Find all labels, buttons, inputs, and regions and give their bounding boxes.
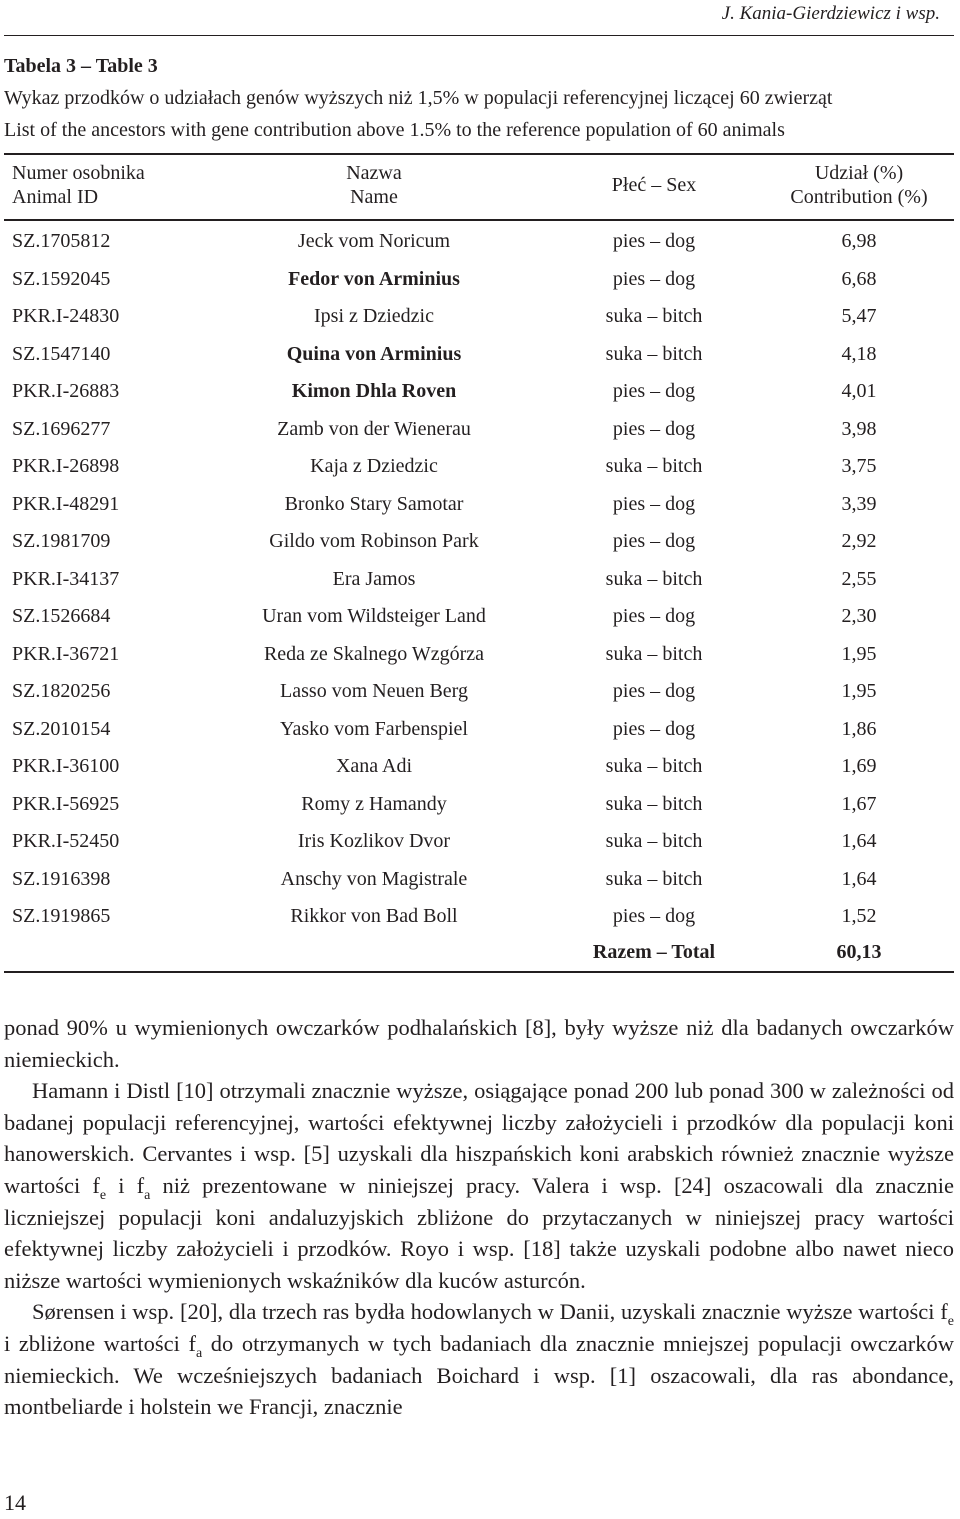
cell-sex: suka – bitch [605, 642, 703, 665]
cell-sex: suka – bitch [605, 867, 703, 890]
table-row [4, 867, 954, 905]
cell-contribution: 2,92 [841, 530, 877, 552]
cell-sex: suka – bitch [605, 792, 703, 815]
cell-name: Fedor von Arminius [288, 267, 460, 290]
cell-contribution: 2,55 [841, 567, 877, 590]
cell-sex: pies – dog [612, 605, 696, 627]
table-row [4, 267, 954, 305]
paragraph-2-part-a: Hamann i Distl [10] otrzymali znacznie wyższe, osiągające ponad 200 lub ponad 300 w zależności od badanej populacji referencyjnej, wartości efektywnej liczby założycieli i przodków dla populacji koni hanowerskich. Cervantes i wsp. [5] uzyskali dla hiszpańskich koni arabskich również znacznie wyższe wartości f [4, 1078, 954, 1198]
cell-sex: suka – bitch [605, 342, 703, 365]
cell-contribution: 1,64 [841, 830, 877, 852]
cell-animal-id: SZ.1696277 [12, 417, 111, 440]
total-label: Razem – Total [592, 941, 716, 963]
cell-name: Reda ze Skalnego Wzgórza [263, 642, 485, 665]
cell-sex: pies – dog [612, 717, 696, 740]
cell-animal-id: SZ.1820256 [12, 680, 111, 702]
cell-sex: suka – bitch [605, 305, 703, 327]
running-header-author: J. Kania-Gierdziewicz i wsp. [721, 3, 940, 24]
table-header-rule [4, 219, 954, 221]
header-name-pl: Nazwa [346, 162, 402, 184]
cell-animal-id: SZ.2010154 [12, 717, 111, 740]
table-row [4, 492, 954, 530]
table-body [4, 229, 954, 942]
paragraph-2-part-c: niż prezentowane w niniejszej pracy. Valera i wsp. [24] oszacowali dla znacznie liczniejszej populacji koni andaluzyjskich zbliżone do przytaczanych w niniejszej pracy wartości efektywnej liczby założycieli i przodków. Royo i wsp. [18] także uzyskali podobne albo nawet nieco niższe wartości wymienionych wskaźników dla kuców asturcón. [4, 1172, 955, 1293]
cell-name: Kimon Dhla Roven [291, 380, 457, 402]
header-sex [564, 173, 744, 197]
cell-name: Lasso vom Neuen Berg [280, 680, 468, 702]
cell-contribution: 1,64 [841, 867, 877, 890]
cell-animal-id: SZ.1916398 [12, 867, 111, 890]
subscript-e: e [947, 1314, 954, 1330]
cell-sex: pies – dog [612, 417, 696, 440]
cell-animal-id: PKR.I-34137 [12, 567, 120, 590]
cell-sex: pies – dog [612, 267, 696, 290]
cell-sex: suka – bitch [605, 567, 703, 590]
cell-animal-id: PKR.I-24830 [12, 305, 120, 327]
table-top-rule [4, 153, 954, 155]
cell-name: Rikkor von Bad Boll [290, 905, 458, 927]
table-bottom-rule [4, 971, 954, 973]
table-row [4, 304, 954, 342]
cell-contribution: 6,68 [841, 267, 877, 290]
paragraph-3 [4, 1296, 954, 1422]
table-row [4, 454, 954, 492]
table-row [4, 679, 954, 717]
cell-contribution: 4,01 [841, 380, 877, 402]
cell-name: Kaja z Dziedzic [310, 455, 438, 477]
total-value: 60,13 [836, 941, 882, 963]
cell-animal-id: SZ.1547140 [12, 342, 111, 365]
cell-sex: suka – bitch [605, 455, 703, 477]
paragraph-3-part-a: Sørensen i wsp. [20], dla trzech ras bydła hodowlanych w Danii, uzyskali znacznie wyższe wartości f [32, 1299, 948, 1325]
cell-contribution: 1,95 [841, 680, 877, 702]
paragraph-3-part-b: i zbliżone wartości f [4, 1330, 196, 1356]
cell-name: Bronko Stary Samotar [284, 492, 464, 515]
cell-name: Zamb von der Wienerau [277, 417, 471, 440]
header-animal-id [12, 161, 145, 209]
cell-animal-id: SZ.1919865 [12, 905, 111, 927]
cell-name: Anschy von Magistrale [280, 867, 468, 890]
cell-animal-id: PKR.I-56925 [12, 792, 120, 815]
cell-name: Jeck vom Noricum [297, 230, 451, 252]
cell-contribution: 4,18 [841, 342, 877, 365]
cell-animal-id: SZ.1592045 [12, 267, 111, 290]
subscript-a: a [144, 1187, 151, 1203]
table-row [4, 529, 954, 567]
cell-sex: pies – dog [612, 230, 696, 252]
header-rule [4, 35, 954, 36]
cell-contribution: 2,30 [841, 605, 877, 627]
cell-sex: pies – dog [612, 380, 696, 402]
cell-contribution: 1,95 [841, 642, 877, 665]
cell-name: Era Jamos [332, 567, 416, 590]
table-row [4, 379, 954, 417]
cell-animal-id: PKR.I-52450 [12, 830, 120, 852]
cell-animal-id: PKR.I-36100 [12, 755, 120, 777]
cell-sex: suka – bitch [605, 755, 703, 777]
cell-contribution: 1,52 [841, 905, 877, 927]
subscript-a: a [195, 1345, 203, 1361]
header-contribution-en: Contribution (%) [790, 186, 928, 208]
table-row [4, 717, 954, 755]
cell-contribution: 3,39 [841, 492, 877, 515]
paragraph-1: ponad 90% u wymienionych owczarków podhalańskich [8], były wyższe niż dla badanych owczarków niemieckich. [4, 1015, 954, 1072]
cell-sex: suka – bitch [605, 830, 703, 852]
cell-name: Gildo vom Robinson Park [269, 530, 479, 552]
cell-contribution: 1,86 [841, 717, 877, 740]
cell-contribution: 3,98 [841, 417, 877, 440]
table-row [4, 567, 954, 605]
header-sex-label: Płeć – Sex [611, 174, 697, 196]
table-row [4, 229, 954, 267]
table-row [4, 604, 954, 642]
cell-sex: pies – dog [612, 905, 696, 927]
table-row [4, 417, 954, 455]
cell-contribution: 3,75 [841, 455, 877, 477]
cell-contribution: 1,67 [841, 792, 877, 815]
table-row [4, 792, 954, 830]
cell-name: Romy z Hamandy [301, 792, 447, 815]
table-row [4, 754, 954, 792]
cell-sex: pies – dog [612, 530, 696, 552]
cell-animal-id: SZ.1981709 [12, 530, 111, 552]
header-contribution [764, 161, 954, 209]
page-number: 14 [4, 1490, 26, 1515]
cell-animal-id: SZ.1526684 [12, 605, 111, 627]
cell-animal-id: SZ.1705812 [12, 230, 111, 252]
cell-sex: pies – dog [612, 680, 696, 702]
cell-name: Quina von Arminius [286, 342, 462, 365]
header-animal-id-pl: Numer osobnika [12, 162, 145, 184]
paragraph-2 [4, 1075, 954, 1296]
table-row [4, 342, 954, 380]
cell-name: Yasko vom Farbenspiel [280, 717, 468, 740]
header-contribution-pl: Udział (%) [814, 162, 904, 184]
cell-animal-id: PKR.I-48291 [12, 492, 120, 515]
cell-name: Xana Adi [335, 755, 413, 777]
cell-sex: pies – dog [612, 492, 696, 515]
body-text [4, 1012, 954, 1423]
cell-name: Iris Kozlikov Dvor [297, 830, 451, 852]
table-caption-english: List of the ancestors with gene contribution above 1.5% to the reference population of 60 animals [4, 119, 785, 141]
cell-name: Uran vom Wildsteiger Land [262, 605, 486, 627]
header-name-en: Name [350, 186, 398, 208]
cell-animal-id: PKR.I-26883 [12, 380, 120, 402]
paragraph-3-part-c: do otrzymanych w tych badaniach dla znacznie mniejszej populacji owczarków niemieckich. We wcześniejszych badaniach Boichard i wsp. [1] oszacowali, dla ras abondance, montbeliarde i holstein we Francji, znacznie [4, 1330, 954, 1420]
table-row [4, 642, 954, 680]
cell-contribution: 1,69 [841, 755, 877, 777]
cell-contribution: 5,47 [841, 305, 877, 327]
table-caption-title: Tabela 3 – Table 3 [4, 55, 158, 77]
cell-animal-id: PKR.I-26898 [12, 455, 120, 477]
header-name [254, 161, 494, 209]
table-total-row [4, 940, 954, 966]
cell-name: Ipsi z Dziedzic [314, 305, 434, 327]
subscript-e: e [99, 1187, 107, 1203]
paragraph-2-part-b: i f [106, 1172, 145, 1198]
table-row [4, 829, 954, 867]
table-row [4, 904, 954, 942]
header-animal-id-en: Animal ID [12, 186, 99, 208]
cell-animal-id: PKR.I-36721 [12, 642, 120, 665]
table-caption-polish: Wykaz przodków o udziałach genów wyższych niż 1,5% w populacji referencyjnej liczącej 60 zwierząt [4, 87, 833, 109]
cell-contribution: 6,98 [841, 230, 877, 252]
